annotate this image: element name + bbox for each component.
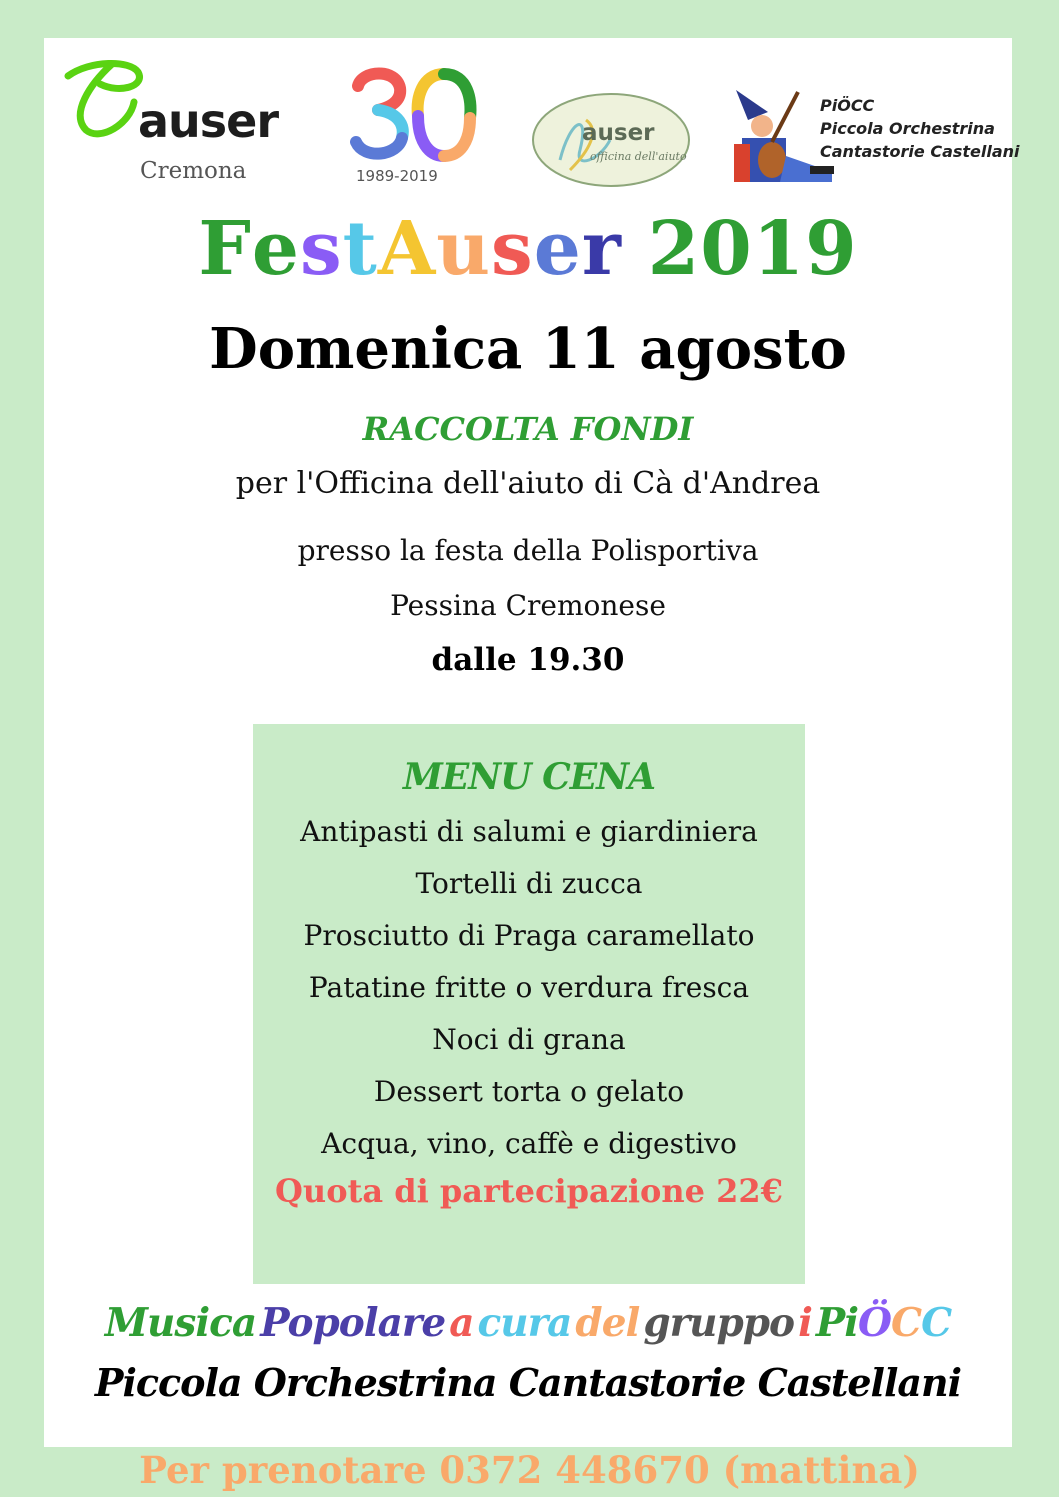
music-word: gruppo [643, 1300, 795, 1346]
music-word: Musica [104, 1300, 257, 1346]
menu-price: Quota di partecipazione 22€ [275, 1172, 783, 1210]
piocc-logo-name: PiÖCC [820, 96, 875, 115]
venue-line-2: Pessina Cremonese [390, 589, 666, 622]
menu-list [253, 806, 805, 1170]
event-date: Domenica 11 agosto [209, 316, 847, 382]
piocc-logo [728, 86, 1020, 196]
start-time: dalle 19.30 [431, 642, 625, 678]
menu-item: Dessert torta o gelato [373, 1075, 685, 1108]
music-word: a [449, 1300, 474, 1346]
officina-logo-subtitle: officina dell'aiuto [590, 150, 687, 163]
purpose-line: per l'Officina dell'aiuto di Cà d'Andrea [235, 466, 821, 501]
music-word: Popolare [260, 1300, 446, 1346]
title-letter: s [299, 206, 343, 292]
music-line [44, 1300, 1012, 1346]
title-letter: r [581, 206, 622, 292]
logo-row [44, 38, 1020, 198]
piocc-logo-line2: Piccola Orchestrina [820, 119, 995, 138]
auser-logo-word: auser [138, 94, 279, 148]
piocc-logo-text [820, 94, 1020, 163]
menu-item: Tortelli di zucca [415, 867, 643, 900]
title-letter: F [198, 206, 252, 292]
menu-item: Prosciutto di Praga caramellato [303, 919, 755, 952]
orchestra-name: Piccola Orchestrina Cantastorie Castellani [94, 1360, 962, 1405]
officina-logo-word: auser [582, 120, 655, 146]
thirty-years-logo [344, 64, 482, 189]
music-word [816, 1300, 951, 1346]
title-letter: 2019 [647, 206, 858, 292]
menu-title: MENU CENA [402, 756, 656, 798]
auser-logo-city: Cremona [140, 158, 247, 184]
fundraising-heading: RACCOLTA FONDI [362, 410, 694, 448]
menu-item: Acqua, vino, caffè e digestivo [321, 1127, 737, 1160]
officina-auser-logo [530, 90, 692, 190]
title-letter: e [533, 206, 582, 292]
poster-sheet [44, 38, 1020, 1447]
music-word: i [798, 1300, 812, 1346]
music-word-part: C [921, 1300, 952, 1346]
thirty-anniversary-icon [344, 64, 482, 164]
menu-item: Noci di grana [432, 1023, 626, 1056]
thirty-years-range: 1989-2019 [356, 167, 438, 185]
event-title [44, 206, 1012, 292]
music-word: cura [477, 1300, 572, 1346]
title-letter: u [436, 206, 492, 292]
music-word-part: C [891, 1300, 922, 1346]
menu-item: Antipasti di salumi e giardiniera [300, 815, 758, 848]
title-letter: e [251, 206, 300, 292]
music-word-part: Ö [858, 1300, 892, 1346]
title-letter: s [491, 206, 534, 292]
menu-item: Patatine fritte o verdura fresca [308, 971, 750, 1004]
piocc-logo-line3: Cantastorie Castellani [820, 142, 1020, 161]
title-letter: A [377, 206, 437, 292]
auser-cremona-logo [60, 54, 300, 184]
title-letter: t [342, 206, 378, 292]
booking-info: Per prenotare 0372 448670 (mattina) [139, 1448, 920, 1492]
menu-box [253, 724, 805, 1284]
music-word: del [575, 1300, 640, 1346]
venue-line-1: presso la festa della Polisportiva [297, 534, 759, 567]
music-word-part: Pi [815, 1300, 859, 1346]
